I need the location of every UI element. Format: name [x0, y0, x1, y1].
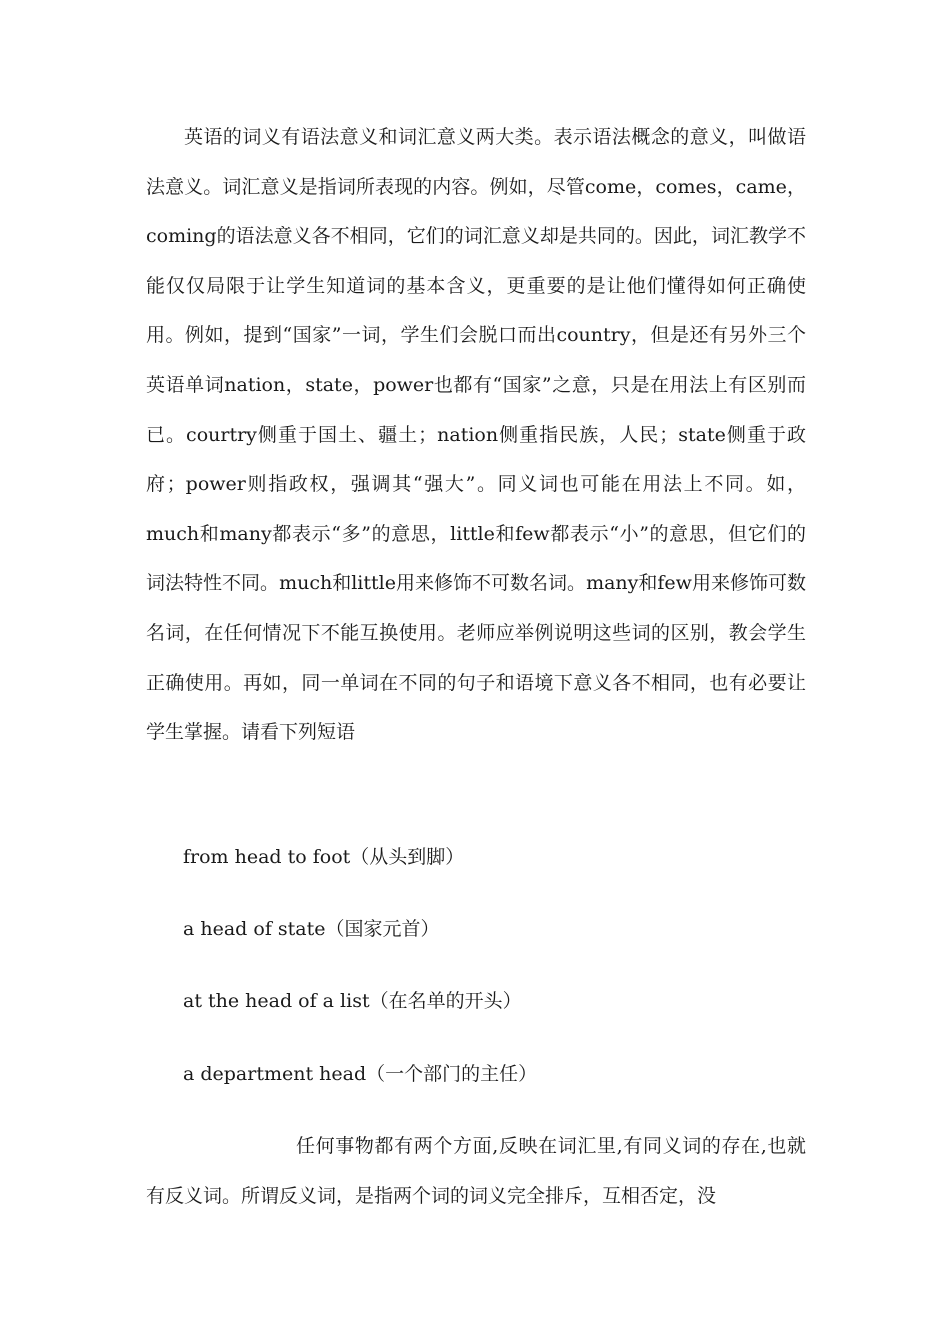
- body-paragraph: 英语的词义有语法意义和词汇意义两大类。表示语法概念的意义，叫做语法意义。词汇意义是指词所表现的内容。例如，尽管come，comes，came，coming的语法意义各不相同，它们的词汇意义却是共同的。因此，词汇教学不能仅仅局限于让学生知道词的基本含义，更重要的是让他们懂得如何正确使用。例如，提到“国家”一词，学生们会脱口而出country，但是还有另外三个英语单词nation，state，power也都有“国家”之意，只是在用法上有区别而已。courtry侧重于国土、疆土；nation侧重指民族，人民；state侧重于政府；power则指政权，强调其“强大”。同义词也可能在用法上不同。如，much和many都表示“多”的意思，little和few都表示“小”的意思，但它们的词法特性不同。much和little用来修饰不可数名词。many和few用来修饰可数名词，在任何情况下不能互换使用。老师应举例说明这些词的区别，教会学生正确使用。再如，同一单词在不同的句子和语境下意义各不相同，也有必要让学生掌握。请看下列短语: [146, 126, 806, 744]
- body-paragraph: 任何事物都有两个方面,反映在词汇里,有同义词的存在,也就有反义词。所谓反义词，是指两个词的词义完全排斥，互相否定，没: [146, 1135, 806, 1207]
- phrase-example: from head to foot（从头到脚）: [183, 846, 465, 868]
- phrase-example: a department head（一个部门的主任）: [183, 1063, 538, 1085]
- phrase-example: a head of state（国家元首）: [183, 918, 440, 940]
- phrase-example: at the head of a list（在名单的开头）: [183, 990, 522, 1012]
